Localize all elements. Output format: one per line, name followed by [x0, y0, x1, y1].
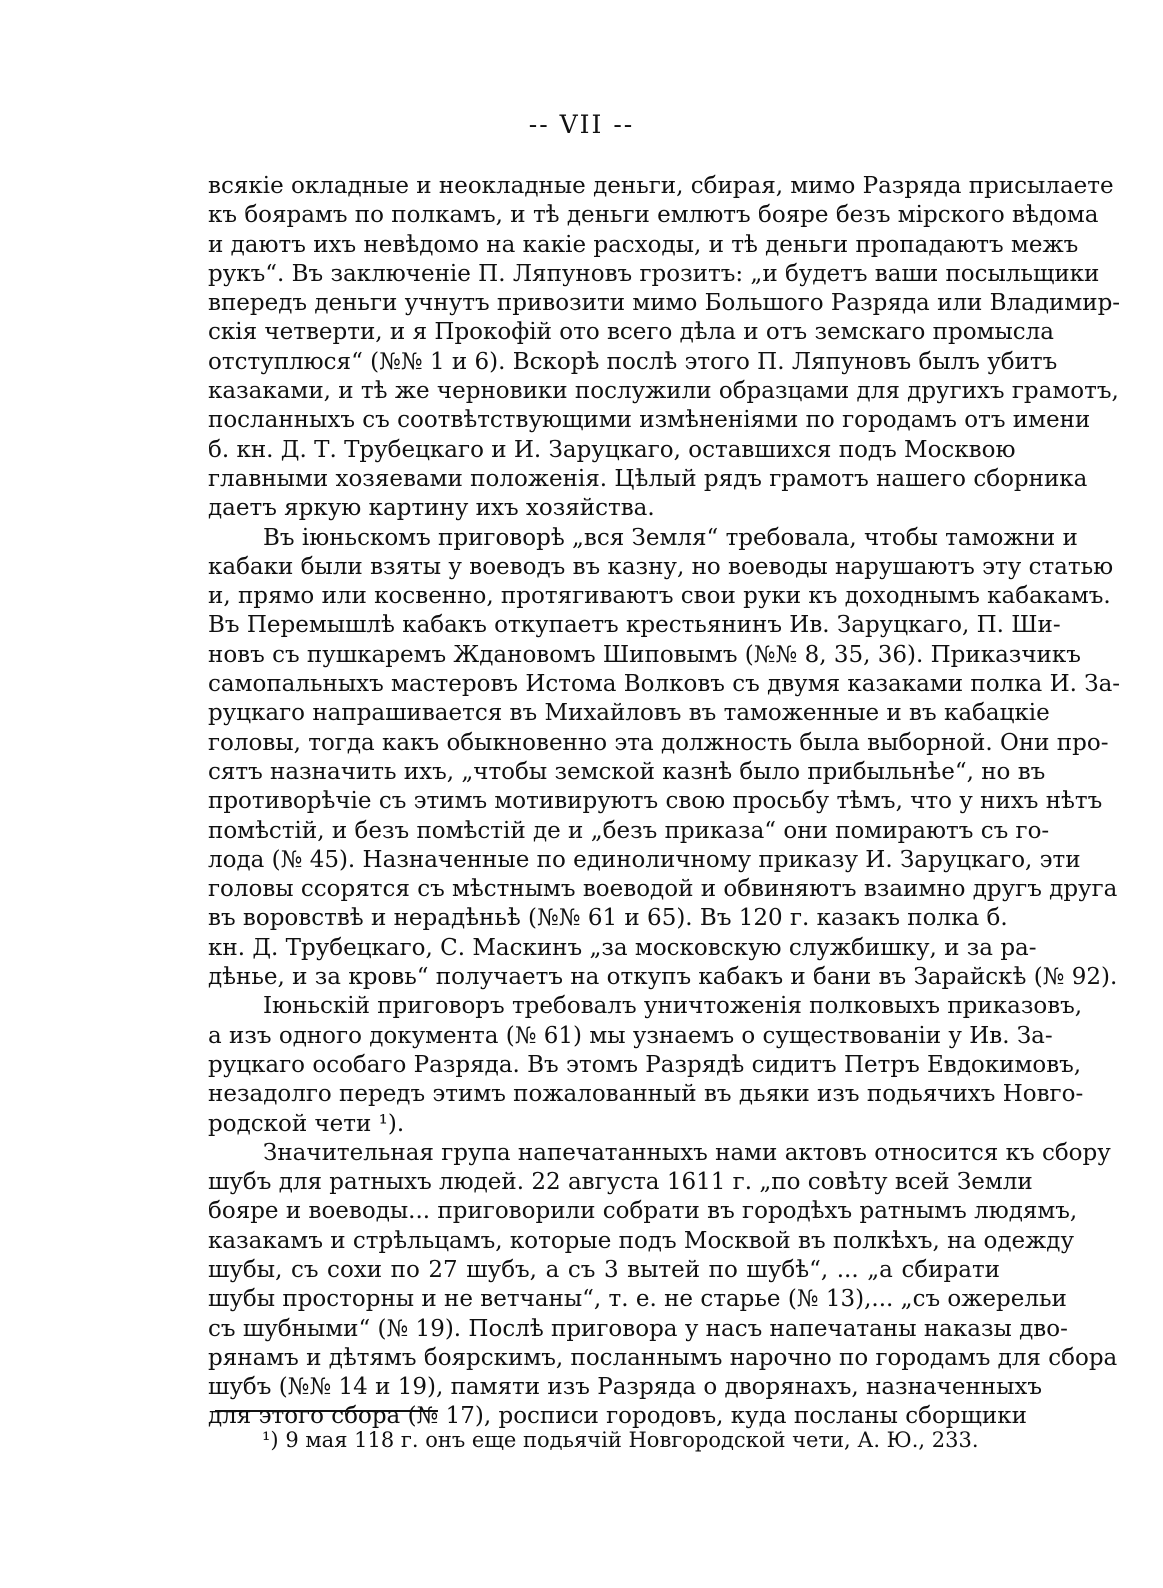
text-line: лода (№ 45). Назначенные по единоличному приказу И. Заруцкаго, эти — [208, 846, 1081, 873]
text-line: новъ съ пушкаремъ Ждановомъ Шиповымъ (№№ 8, 35, 36). Приказчикъ — [208, 641, 1081, 668]
text-line: скія четверти, и я Прокофій ото всего дѣла и отъ земскаго промысла — [208, 319, 1054, 346]
text-line: рукъ“. Въ заключеніе П. Ляпуновъ грозитъ: „и будетъ ваши посыльщики — [208, 260, 1100, 287]
footnote — [262, 1425, 979, 1455]
text-line: сятъ назначить ихъ, „чтобы земской казнѣ было прибыльнѣе“, но въ — [208, 758, 1046, 785]
text-line: помѣстій, и безъ помѣстій де и „безъ приказа“ они помираютъ съ го- — [208, 817, 1050, 844]
text-line: кабаки были взяты у воеводъ въ казну, но воеводы нарушаютъ эту статью — [208, 553, 1114, 580]
text-line: отступлюся“ (№№ 1 и 6). Вскорѣ послѣ этого П. Ляпуновъ былъ убитъ — [208, 348, 1058, 375]
text-line: кн. Д. Трубецкаго, С. Маскинъ „за московскую службишку, и за ра- — [208, 934, 1037, 961]
text-line: Іюньскій приговоръ требовалъ уничтоженія полковыхъ приказовъ, — [263, 993, 1083, 1020]
page-number: -- VII -- — [528, 110, 635, 139]
footnote-marker: ¹) — [262, 1428, 279, 1452]
text-line: въ воровствѣ и нерадѣньѣ (№№ 61 и 65). Въ 120 г. казакъ полка б. — [208, 905, 1008, 932]
text-line: головы, тогда какъ обыкновенно эта должность была выборной. Они про- — [208, 729, 1109, 756]
text-line: самопальныхъ мастеровъ Истома Волковъ съ двумя казаками полка И. За- — [208, 671, 1121, 698]
text-line: шубъ (№№ 14 и 19), памяти изъ Разряда о дворянахъ, назначенныхъ — [208, 1374, 1043, 1401]
text-line: противорѣчіе съ этимъ мотивируютъ свою просьбу тѣмъ, что у нихъ нѣтъ — [208, 788, 1103, 815]
text-line: казакамъ и стрѣльцамъ, которые подъ Москвой въ полкѣхъ, на одежду — [208, 1227, 1074, 1254]
body-text — [208, 172, 1121, 1432]
text-line: главными хозяевами положенія. Цѣлый рядъ грамотъ нашего сборника — [208, 465, 1088, 492]
footnote-divider — [215, 1410, 438, 1412]
text-line: и даютъ ихъ невѣдомо на какіе расходы, и тѣ деньги пропадаютъ межъ — [208, 231, 1079, 258]
text-line: Въ Перемышлѣ кабакъ откупаетъ крестьянинъ Ив. Заруцкаго, П. Ши- — [208, 612, 1061, 639]
text-line: даетъ яркую картину ихъ хозяйства. — [208, 495, 655, 522]
text-line: рянамъ и дѣтямъ боярскимъ, посланнымъ нарочно по городамъ для сбора — [208, 1344, 1118, 1371]
text-line: шубы просторны и не ветчаны“, т. е. не старье (№ 13),... „съ ожерельи — [208, 1286, 1067, 1313]
text-line: родской чети ¹). — [208, 1110, 405, 1137]
text-line: казаками, и тѣ же черновики послужили образцами для другихъ грамотъ, — [208, 378, 1119, 405]
text-line: б. кн. Д. Т. Трубецкаго и И. Заруцкаго, оставшихся подъ Москвою — [208, 436, 1016, 463]
text-line: а изъ одного документа (№ 61) мы узнаемъ о существованіи у Ив. За- — [208, 1022, 1053, 1049]
text-line: съ шубными“ (№ 19). Послѣ приговора у насъ напечатаны наказы дво- — [208, 1315, 1068, 1342]
text-line: дѣнье, и за кровь“ получаетъ на откупъ кабакъ и бани въ Зарайскѣ (№ 92). — [208, 964, 1118, 991]
text-line: Значительная група напечатанныхъ нами актовъ относится къ сбору — [263, 1139, 1111, 1166]
text-line: головы ссорятся съ мѣстнымъ воеводой и обвиняютъ взаимно другъ друга — [208, 876, 1118, 903]
text-line: шубы, съ сохи по 27 шубъ, а съ 3 вытей по шубѣ“, ... „а сбирати — [208, 1256, 1000, 1283]
text-line: впередъ деньги учнутъ привозити мимо Большого Разряда или Владимир- — [208, 290, 1121, 317]
text-line: Въ іюньскомъ приговорѣ „вся Земля“ требовала, чтобы таможни и — [263, 524, 1078, 551]
text-line: руцкаго напрашивается въ Михайловъ въ таможенные и въ кабацкіе — [208, 700, 1050, 727]
text-line: и, прямо или косвенно, протягиваютъ свои руки къ доходнымъ кабакамъ. — [208, 583, 1111, 610]
footnote-text: 9 мая 118 г. онъ еще подьячій Новгородской чети, А. Ю., 233. — [285, 1428, 979, 1452]
text-line: бояре и воеводы... приговорили собрати въ городѣхъ ратнымъ людямъ, — [208, 1198, 1078, 1225]
text-line: посланныхъ съ соотвѣтствующими измѣненіями по городамъ отъ имени — [208, 407, 1091, 434]
text-line: всякіе окладные и неокладные деньги, сбирая, мимо Разряда присылаете — [208, 173, 1114, 199]
text-line: шубъ для ратныхъ людей. 22 августа 1611 г. „по совѣту всей Земли — [208, 1169, 1033, 1196]
text-line: руцкаго особаго Разряда. Въ этомъ Разрядѣ сидитъ Петръ Евдокимовъ, — [208, 1051, 1082, 1078]
text-line: къ боярамъ по полкамъ, и тѣ деньги емлютъ бояре безъ мірского вѣдома — [208, 202, 1099, 229]
text-line: для этого сбора (№ 17), росписи городовъ, куда посланы сборщики — [208, 1403, 1027, 1430]
text-line: незадолго передъ этимъ пожалованный въ дьяки изъ подьячихъ Новго- — [208, 1081, 1084, 1108]
